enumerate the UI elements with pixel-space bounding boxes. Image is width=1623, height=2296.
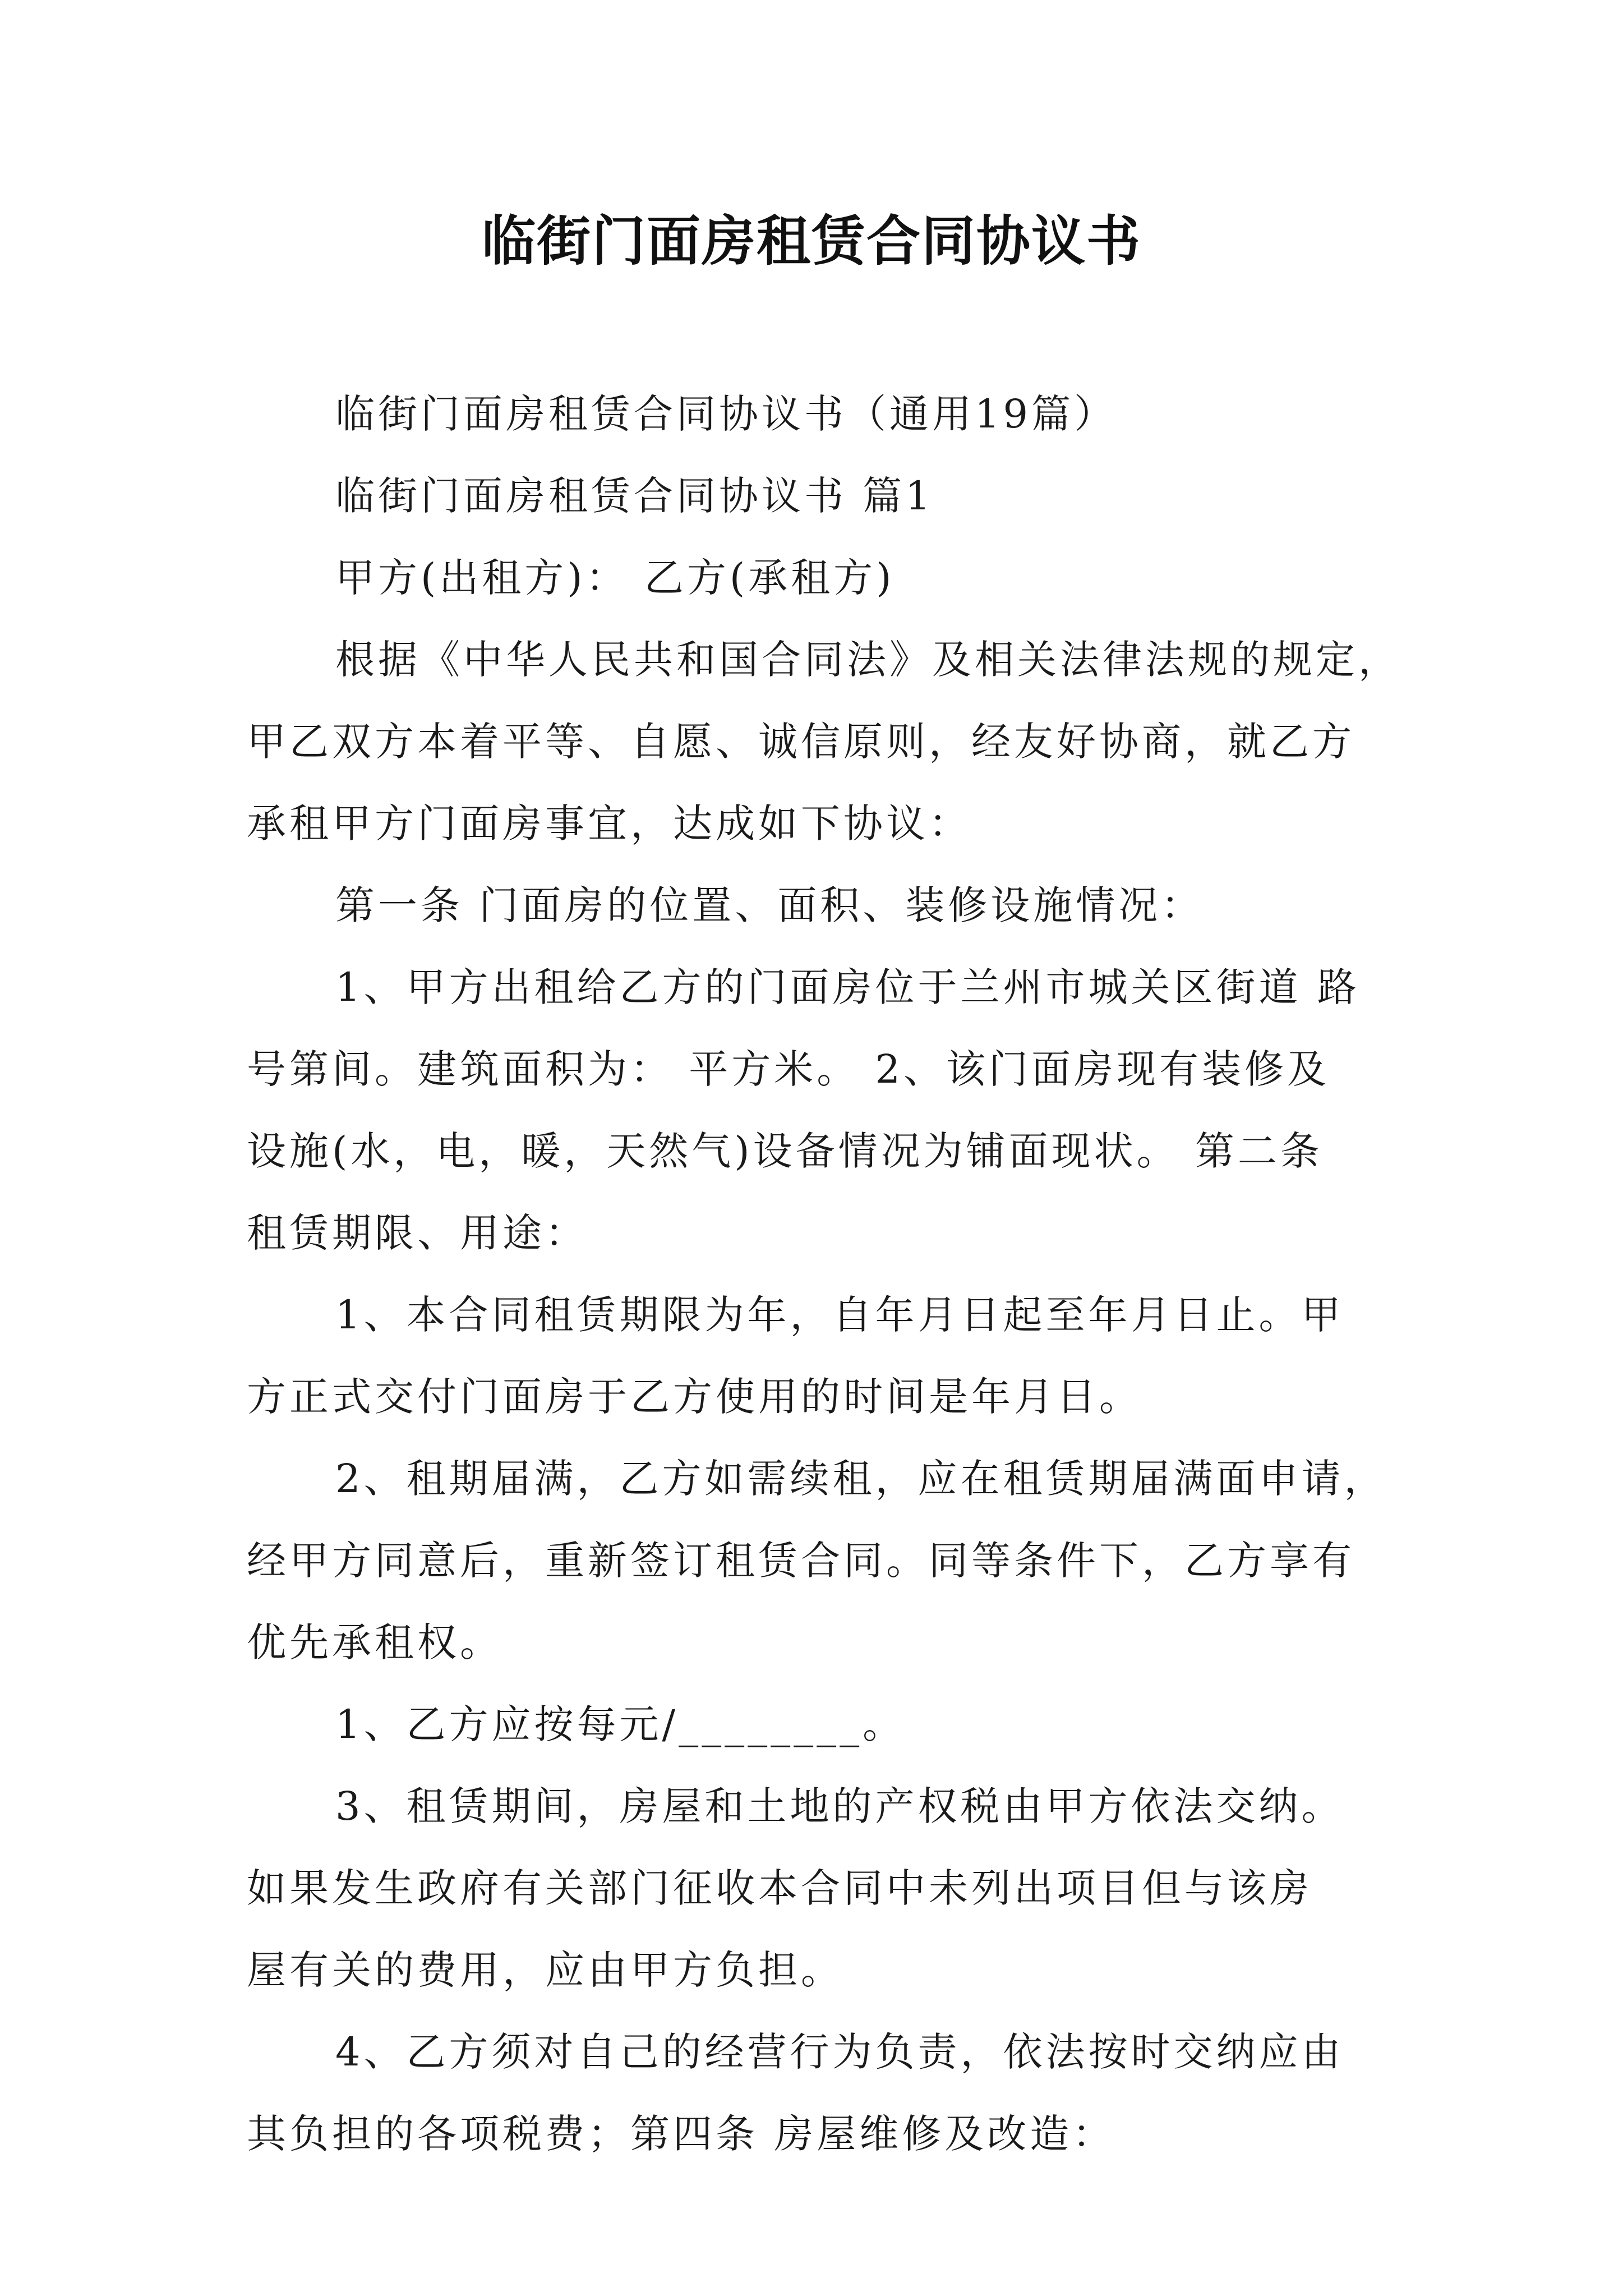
- paragraph-line: 临街门面房租赁合同协议书 篇1: [335, 473, 934, 519]
- paragraph-line: 根据《中华人民共和国合同法》及相关法律法规的规定，: [335, 637, 1401, 683]
- paragraph-line: 甲乙双方本着平等、自愿、诚信原则，经友好协商，就乙方: [247, 719, 1355, 765]
- body-paragraph: [247, 2011, 1385, 2175]
- paragraph-line: 经甲方同意后，重新签订租赁合同。同等条件下，乙方享有: [247, 1538, 1355, 1584]
- body-paragraph: [247, 1438, 1385, 1683]
- paragraph-line: 3、租赁期间，房屋和土地的产权税由甲方依法交纳。: [335, 1783, 1344, 1829]
- paragraph-line: 屋有关的费用，应由甲方负担。: [247, 1947, 843, 1993]
- body-paragraph: [247, 946, 1385, 1274]
- paragraph-line: 4、乙方须对自己的经营行为负责，依法按时交纳应由: [335, 2029, 1344, 2075]
- body-paragraph: [247, 1683, 1385, 1765]
- paragraph-line: 甲方(出租方)： 乙方(承租方): [335, 555, 895, 601]
- paragraph-line: 1、甲方出租给乙方的门面房位于兰州市城关区街道 路: [335, 964, 1360, 1010]
- paragraph-line: 2、租期届满，乙方如需续租，应在租赁期届满面申请，: [335, 1456, 1387, 1502]
- body-paragraph: [247, 537, 1385, 619]
- body-paragraph: [247, 373, 1385, 455]
- paragraph-line: 如果发生政府有关部门征收本合同中未列出项目但与该房: [247, 1865, 1312, 1911]
- paragraph-line: 方正式交付门面房于乙方使用的时间是年月日。: [247, 1374, 1142, 1420]
- paragraph-line: 优先承租权。: [247, 1619, 502, 1665]
- document-body: [247, 373, 1401, 2175]
- paragraph-line: 第一条 门面房的位置、面积、装修设施情况：: [335, 882, 1204, 928]
- paragraph-line: 其负担的各项税费；第四条 房屋维修及改造：: [247, 2111, 1115, 2157]
- paragraph-line: 1、乙方应按每元/________。: [335, 1701, 906, 1747]
- paragraph-line: 承租甲方门面房事宜，达成如下协议：: [247, 800, 971, 846]
- body-paragraph: [247, 1274, 1385, 1438]
- paragraph-line: 设施(水，电，暖，天然气)设备情况为铺面现状。 第二条: [247, 1128, 1323, 1174]
- document-title: 临街门面房租赁合同协议书: [482, 209, 1141, 273]
- paragraph-line: 号第间。建筑面积为： 平方米。 2、该门面房现有装修及: [247, 1046, 1330, 1092]
- body-paragraph: [247, 455, 1385, 537]
- paragraph-line: 1、本合同租赁期限为年，自年月日起至年月日止。甲: [335, 1292, 1344, 1338]
- paragraph-line: 租赁期限、用途：: [247, 1210, 588, 1256]
- body-paragraph: [247, 864, 1385, 946]
- body-paragraph: [247, 1765, 1385, 2011]
- body-paragraph: [247, 619, 1401, 864]
- paragraph-line: 临街门面房租赁合同协议书（通用19篇）: [335, 391, 1117, 437]
